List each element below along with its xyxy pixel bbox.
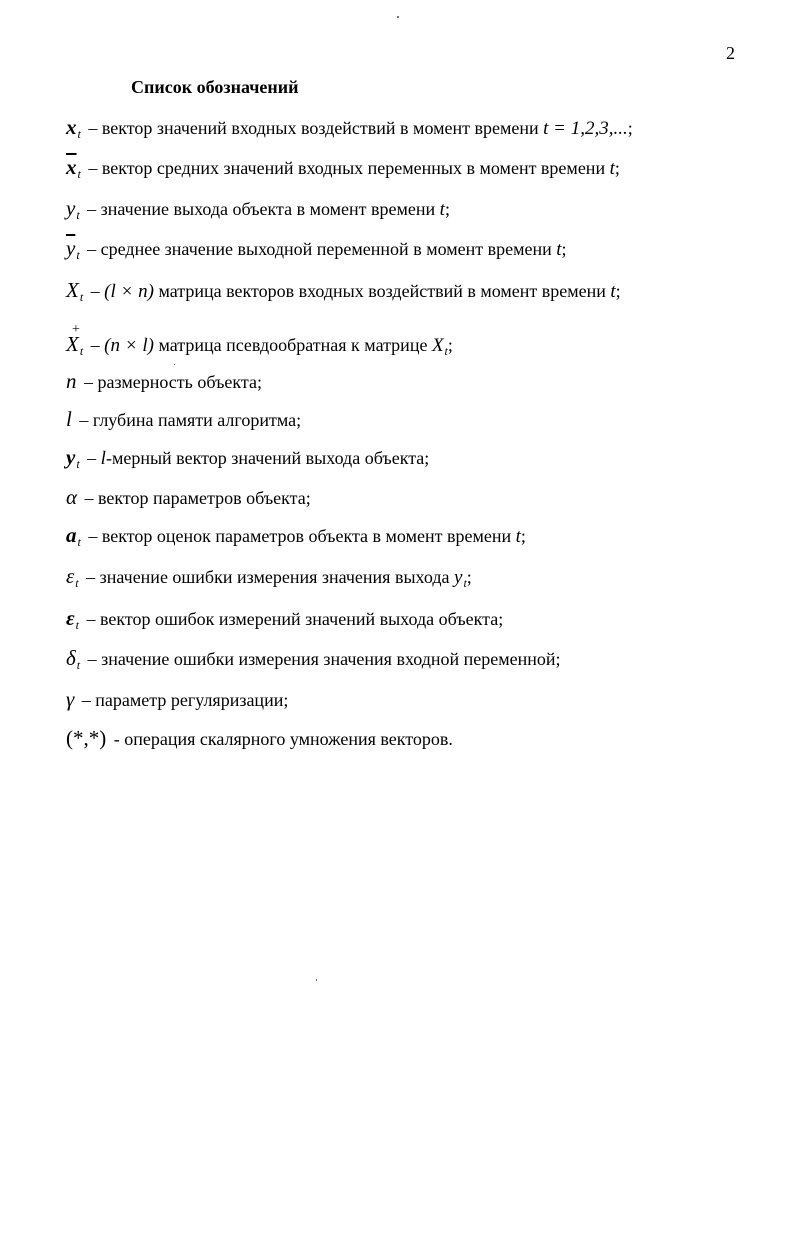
symbol-X-t-pinv: + $X_t$ [66,322,84,358]
entry-eps-t-vec [66,607,503,636]
entry-X-t-text: матрица векторов входных воздействий в момент времени [158,281,606,301]
entry-n [66,370,262,393]
entry-X-t-pinv-text: матрица псевдообратная к матрице [158,335,428,355]
symbol-y-t: $y_t$ [66,196,80,222]
symbol-a-t: $a_t$ [66,523,81,549]
entry-ybar-t [66,237,567,266]
symbol-delta-t: $\delta_t$ [66,646,81,672]
entry-alpha-text: – вектор параметров объекта; [84,488,311,508]
entry-l-text: – глубина памяти алгоритма; [79,410,302,430]
symbol-n: n [66,369,77,393]
page-title: Список обозначений [131,77,299,97]
page-number: 2 [726,43,735,63]
entry-l [66,408,301,431]
scan-speck-middle [174,364,175,365]
entry-eps-t-vec-text: – вектор ошибок измерений значений выхода объекта; [86,609,504,629]
entry-ybar-t-tail: ; [561,239,567,259]
entry-delta-t [66,647,561,676]
entry-y-t-vec-dash: – [87,448,97,468]
entry-a-t [66,524,526,553]
entry-X-t-dash: – [90,281,100,301]
entry-eps-t [66,565,472,594]
entry-eps-t-math: y [454,567,463,588]
entry-y-t-text: – значение выхода объекта в момент времени [87,199,436,219]
entry-eps-t-math-sub: t [463,576,467,590]
entry-a-t-tail: ; [520,526,526,546]
entry-eps-t-text: – значение ошибки измерения значения выхода [86,567,450,587]
symbol-xbar-t: $\overline{x}_t$ [66,155,81,181]
entry-a-t-text: – вектор оценок параметров объекта в момент времени [88,526,512,546]
entry-X-t-pinv [66,322,453,362]
entry-X-t [66,279,621,308]
entry-X-t-pinv-math: X [431,335,444,356]
symbol-x-t: $x_t$ [66,115,81,141]
entry-ybar-t-text: – среднее значение выходной переменной в момент времени [87,239,552,259]
entry-n-text: – размерность объекта; [84,372,262,392]
entry-y-t-vec-math: l [100,448,106,469]
entry-dot-product-text: - операция скалярного умножения векторов. [113,729,453,749]
entry-gamma-text: – параметр регуляризации; [81,690,289,710]
entry-xbar-t [66,156,620,185]
scan-speck-bottom [316,979,317,981]
entry-X-t-pinv-dash: – [90,335,100,355]
symbol-y-t-vec: $y_t$ [66,445,80,471]
symbol-l: l [66,407,72,431]
entry-X-t-dim: (l × n) [104,281,154,302]
symbol-eps-t: $\varepsilon_t$ [66,564,79,590]
entry-x-t [66,116,633,145]
entry-x-t-tail: ; [627,118,633,138]
scan-speck-top [397,16,399,18]
entry-X-t-pinv-math-sub: t [444,344,448,358]
entry-alpha [66,486,311,509]
entry-eps-t-tail: ; [466,567,472,587]
entry-dot-product [66,727,453,750]
entry-y-t-math: t [439,199,445,220]
entry-xbar-t-math: t [609,158,615,179]
entry-y-t-tail: ; [444,199,450,219]
entry-ybar-t-math: t [556,239,562,260]
entry-x-t-text: – вектор значений входных воздействий в момент времени [88,118,539,138]
entry-gamma [66,688,288,711]
symbol-X-t: $X_t$ [66,278,84,304]
entry-xbar-t-tail: ; [614,158,620,178]
entry-a-t-math: t [515,526,521,547]
symbol-eps-t-vec: $\varepsilon_t$ [66,606,79,632]
entry-X-t-math: t [610,281,616,302]
entry-X-t-pinv-tail: ; [447,335,453,355]
entry-x-t-math: t = 1,2,3,... [543,118,628,139]
symbol-alpha: α [66,485,78,509]
entry-xbar-t-text: – вектор средних значений входных переменных в момент времени [88,158,606,178]
symbol-ybar-t: $\overline{y}_t$ [66,236,80,262]
entry-y-t-vec-text: -мерный вектор значений выхода объекта; [105,448,430,468]
entry-y-t-vec [66,446,429,475]
entry-delta-t-text: – значение ошибки измерения значения входной переменной; [87,649,561,669]
entry-X-t-pinv-dim: (n × l) [104,335,154,356]
entry-X-t-tail: ; [615,281,621,301]
symbol-dot-product: (*,*) [66,726,107,750]
symbol-gamma: γ [66,687,75,711]
entry-y-t [66,197,450,226]
